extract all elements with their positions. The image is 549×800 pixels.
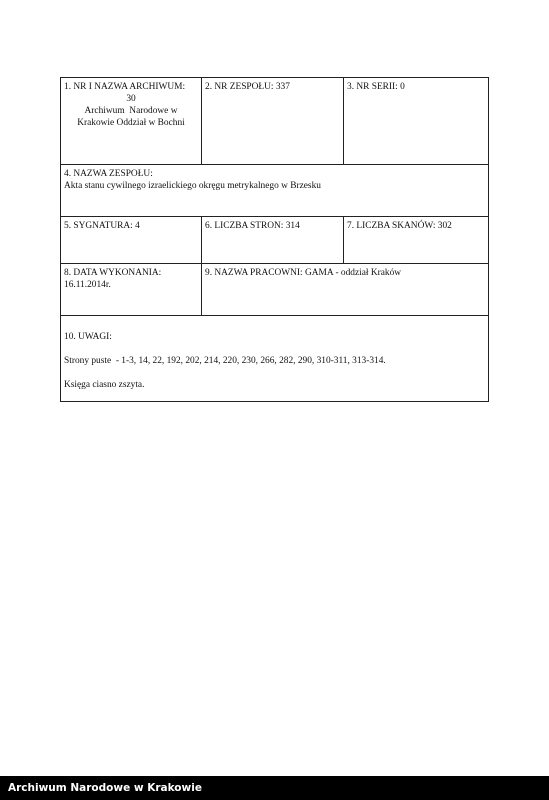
notes-line-2: Księga ciasno zszyta. — [64, 380, 145, 390]
archive-cell — [61, 78, 202, 165]
page-count: 6. LICZBA STRON: 314 — [205, 221, 300, 231]
scan-count-cell — [344, 217, 489, 264]
date-value: 16.11.2014r. — [64, 280, 111, 290]
series-number-cell — [344, 78, 489, 165]
workshop: 9. NAZWA PRACOWNI: GAMA - oddział Kraków — [205, 268, 402, 278]
card-row-4 — [61, 264, 489, 316]
archive-name-line-2: Krakowie Oddział w Bochni — [77, 118, 185, 128]
notes-label: 10. UWAGI: — [64, 332, 112, 342]
card-row-5 — [61, 316, 489, 402]
fonds-name-label: 4. NAZWA ZESPOŁU: — [64, 169, 153, 179]
archive-number: 30 — [126, 94, 136, 104]
fonds-name-cell — [61, 165, 489, 217]
signature-cell — [61, 217, 202, 264]
archive-name-block — [64, 93, 198, 129]
archive-name-line-1: Archiwum Narodowe w — [84, 106, 178, 116]
scan-count: 7. LICZBA SKANÓW: 302 — [347, 221, 452, 231]
metadata-card — [60, 77, 489, 402]
signature: 5. SYGNATURA: 4 — [64, 221, 140, 231]
date-cell — [61, 264, 202, 316]
fonds-number-cell — [202, 78, 344, 165]
card-row-1 — [61, 78, 489, 165]
fonds-name: Akta stanu cywilnego izraelickiego okręgu metrykalnego w Brzesku — [64, 181, 321, 191]
archive-label: 1. NR I NAZWA ARCHIWUM: — [64, 82, 186, 92]
workshop-cell — [202, 264, 489, 316]
card-row-2 — [61, 165, 489, 217]
notes-cell — [61, 316, 489, 402]
series-number: 3. NR SERII: 0 — [347, 82, 405, 92]
footer-bar — [0, 776, 549, 800]
fonds-number: 2. NR ZESPOŁU: 337 — [205, 82, 290, 92]
page-count-cell — [202, 217, 344, 264]
footer-text: Archiwum Narodowe w Krakowie — [8, 782, 202, 794]
notes-line-1: Strony puste - 1-3, 14, 22, 192, 202, 214, 220, 230, 266, 282, 290, 310-311, 313-314. — [64, 356, 386, 366]
card-row-3 — [61, 217, 489, 264]
date-label: 8. DATA WYKONANIA: — [64, 268, 162, 278]
